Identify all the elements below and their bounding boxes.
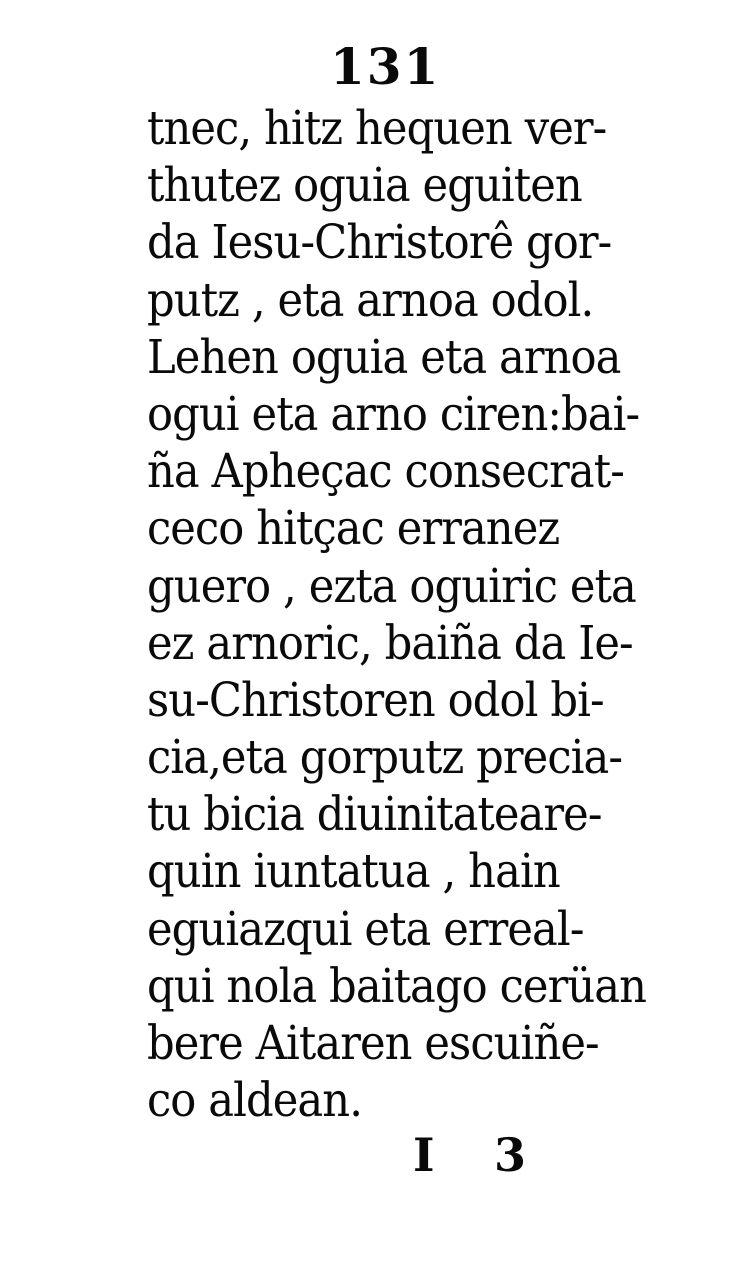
text-line: eguiazqui eta erreal- [147,901,584,957]
text-line: ceco hitçac erranez [147,501,560,557]
text-line: ez arnoric, baiña da Ie- [147,615,633,671]
text-line: cia,eta gorputz precia- [147,730,623,786]
text-line: co aldean. [147,1073,363,1129]
text-line: tnec, hitz hequen ver- [147,101,607,156]
text-line: putz , eta arnoa odol. [147,272,594,328]
text-line: qui nola baitago cerüan [147,958,647,1014]
text-line: quin iuntatua , hain [147,844,560,900]
text-line: bere Aitaren escuiñe- [147,1016,599,1071]
text-line: ña Apheçac consecrat- [147,444,624,500]
signature-mark-number: 3 [494,1128,527,1182]
text-line: su-Christoren odol bi- [147,672,604,728]
signature-mark-letter: I [413,1128,435,1182]
page-number: 131 [330,37,441,96]
text-line: da Iesu-Christorê gor- [147,215,612,271]
body-text [147,100,647,1129]
text-line: Lehen oguia eta arnoa [147,329,621,385]
text-line: ogui eta arno ciren:bai- [147,386,640,442]
text-line: tu bicia diuinitateare- [147,787,602,843]
text-line: thutez oguia eguiten [147,158,582,214]
text-line: guero , ezta oguiric eta [147,558,636,614]
